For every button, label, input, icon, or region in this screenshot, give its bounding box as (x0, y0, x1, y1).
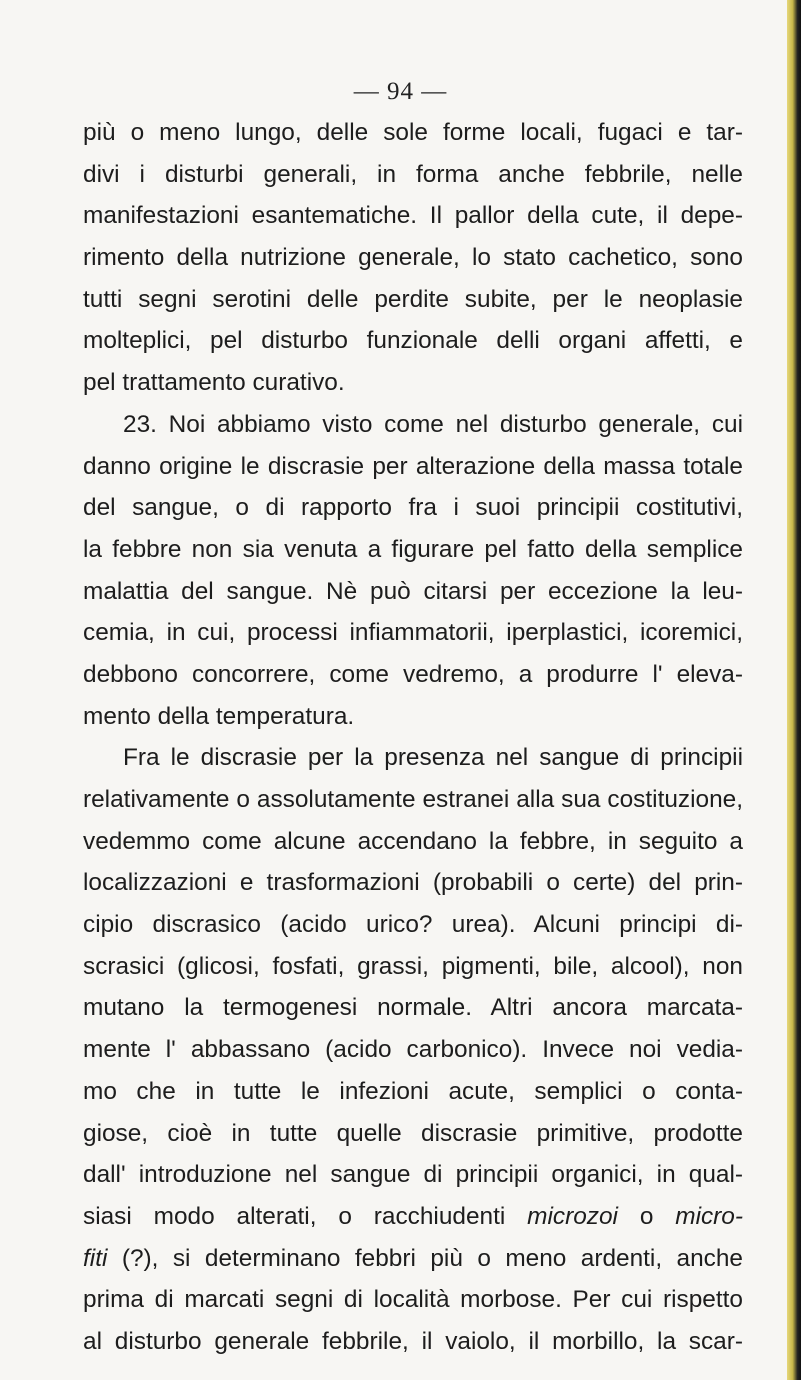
text-line: pel trattamento curativo. (83, 369, 345, 397)
text-line: divi i disturbi generali, in forma anche febbrile, nelle (83, 160, 743, 188)
text-line: giose, cioè in tutte quelle discrasie primitive, prodotte (83, 1119, 743, 1147)
text-line: Fra le discrasie per la presenza nel sangue di principii (123, 744, 743, 772)
text-line: più o meno lungo, delle sole forme locali, fugaci e tar- (83, 119, 743, 146)
text-line: malattia del sangue. Nè può citarsi per eccezione la leu- (83, 577, 743, 605)
text-line: la febbre non sia venuta a figurare pel fatto della semplice (83, 535, 743, 563)
text-line: localizzazioni e trasformazioni (probabili o certe) del prin- (83, 869, 743, 897)
text-line: molteplici, pel disturbo funzionale delli organi affetti, e (83, 327, 743, 355)
text-line: mento della temperatura. (83, 702, 355, 730)
page-number: — 94 — (353, 78, 448, 105)
text-line: manifestazioni esantematiche. Il pallor della cute, il depe- (83, 202, 743, 230)
text-line: rimento della nutrizione generale, lo stato cachetico, sono (83, 244, 743, 272)
text-line: relativamente o assolutamente estranei alla sua costituzione, (83, 786, 743, 813)
text-line: scrasici (glicosi, fosfati, grassi, pigmenti, bile, alcool), non (83, 952, 743, 980)
text-line: del sangue, o di rapporto fra i suoi principii costitutivi, (83, 494, 743, 522)
text-line: mente l' abbassano (acido carbonico). Invece noi vedia- (83, 1036, 743, 1064)
text-line: siasi modo alterati, o racchiudenti microzoi o micro- (83, 1202, 743, 1230)
text-line: danno origine le discrasie per alterazione della massa totale (83, 452, 743, 480)
text-line: tutti segni serotini delle perdite subite, per le neoplasie (83, 285, 743, 313)
text-line: debbono concorrere, come vedremo, a produrre l' eleva- (83, 660, 743, 688)
body-text (83, 112, 743, 1363)
text-line: mo che in tutte le infezioni acute, semplici o conta- (83, 1077, 743, 1105)
page-edge (787, 0, 801, 1380)
text-line: vedemmo come alcune accendano la febbre, in seguito a (83, 827, 743, 855)
text-line: cemia, in cui, processi infiammatorii, iperplastici, icoremici, (83, 619, 743, 647)
text-line: cipio discrasico (acido urico? urea). Alcuni principi di- (83, 911, 743, 939)
text-line: prima di marcati segni di località morbose. Per cui rispetto (83, 1286, 743, 1314)
text-line: 23. Noi abbiamo visto come nel disturbo generale, cui (123, 410, 743, 438)
text-line: mutano la termogenesi normale. Altri ancora marcata- (83, 994, 743, 1022)
text-line: dall' introduzione nel sangue di principii organici, in qual- (83, 1161, 743, 1189)
text-line: al disturbo generale febbrile, il vaiolo, il morbillo, la scar- (83, 1327, 743, 1355)
text-line: fiti (?), si determinano febbri più o meno ardenti, anche (83, 1244, 743, 1272)
